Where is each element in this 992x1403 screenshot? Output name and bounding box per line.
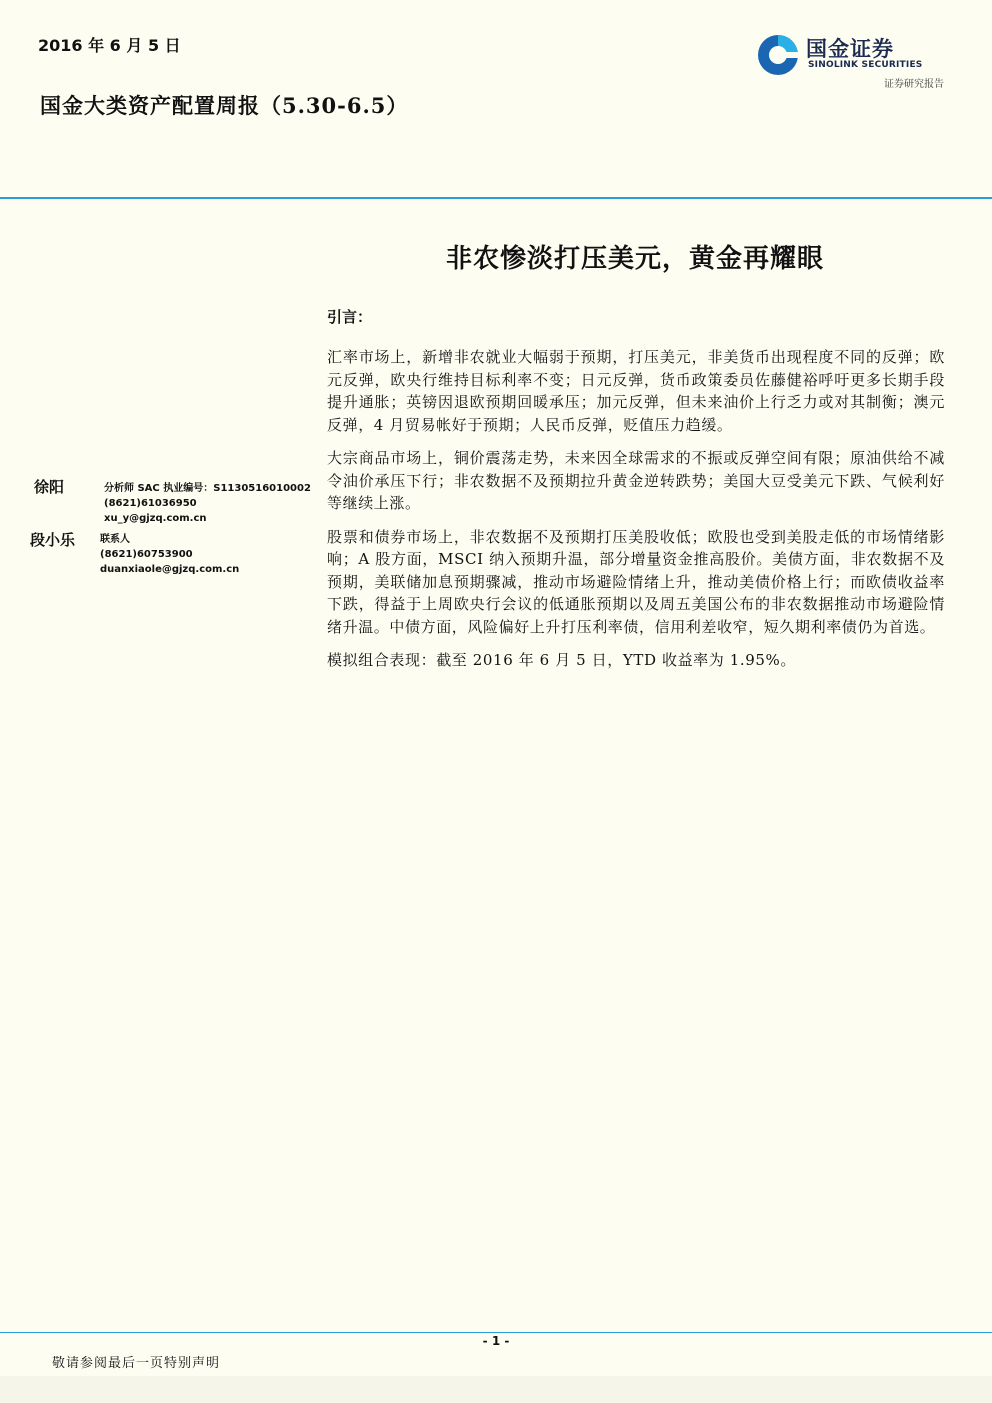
page-number: - 1 -	[482, 1334, 510, 1348]
analyst-info	[100, 532, 239, 577]
analyst-phone: (8621)60753900	[100, 549, 193, 560]
paragraph-portfolio: 模拟组合表现：截至 2016 年 6 月 5 日，YTD 收益率为 1.95%。	[327, 651, 796, 669]
disclaimer-text: 敬请参阅最后一页特别声明	[52, 1356, 221, 1371]
report-headline: 非农惨淡打压美元，黄金再耀眼	[445, 244, 824, 274]
footer-band	[0, 1376, 992, 1403]
analyst-name: 徐阳	[34, 478, 65, 496]
analyst-email: xu_y@gjzq.com.cn	[104, 513, 207, 524]
paragraph-equities-bonds: 股票和债券市场上，非农数据不及预期打压美股收低；欧股也受到美股走低的市场情绪影响；A 股方面，MSCI 纳入预期升温，部分增量资金推高股价。美债方面，非农数据不及预期，美联储加息预期骤减，推动市场避险情绪上升，推动美债价格上行；而欧债收益率下跌，得益于上周欧央行会议的低通胀预期以及周五美国公布的非农数据推动市场避险情绪升温。中债方面，风险偏好上升打压利率债，信用利差收窄，短久期利率债仍为首选。	[327, 527, 945, 636]
footer-divider	[0, 1332, 992, 1333]
analyst-info	[104, 481, 311, 526]
paragraph-fx: 汇率市场上，新增非农就业大幅弱于预期，打压美元，非美货币出现程度不同的反弹；欧元反弹，欧央行维持目标利率不变；日元反弹，货币政策委员佐藤健裕呼吁更多长期手段提升通胀；英镑因退欧预期回暖承压；加元反弹，但未来油价上行乏力或对其制衡；澳元反弹，4 月贸易帐好于预期；人民币反弹，贬值压力趋缓。	[327, 348, 945, 434]
paragraph-commodities: 大宗商品市场上，铜价震荡走势，未来因全球需求的不振或反弹空间有限；原油供给不减令油价承压下行；非农数据不及预期拉升黄金逆转跌势；美国大豆受美元下跌、气候利好等继续上涨。	[327, 449, 945, 512]
analyst-phone: (8621)61036950	[104, 498, 197, 509]
analyst-name: 段小乐	[30, 531, 76, 549]
company-logo	[756, 33, 946, 89]
report-body	[327, 346, 945, 683]
analyst-role: 联系人	[100, 534, 130, 545]
logo-name-en: SINOLINK SECURITIES	[808, 60, 923, 70]
intro-label: 引言：	[327, 308, 373, 326]
analyst-role: 分析师 SAC 执业编号：S1130516010002	[104, 483, 311, 494]
analyst-email: duanxiaole@gjzq.com.cn	[100, 564, 240, 575]
report-series-title: 国金大类资产配置周报（5.30-6.5）	[40, 93, 409, 118]
sinolink-logo-icon	[756, 33, 800, 77]
report-date: 2016 年 6 月 5 日	[38, 36, 181, 55]
logo-name-cn: 国金证券	[806, 37, 894, 61]
header-divider	[0, 197, 992, 199]
logo-subtitle: 证券研究报告	[884, 79, 944, 90]
